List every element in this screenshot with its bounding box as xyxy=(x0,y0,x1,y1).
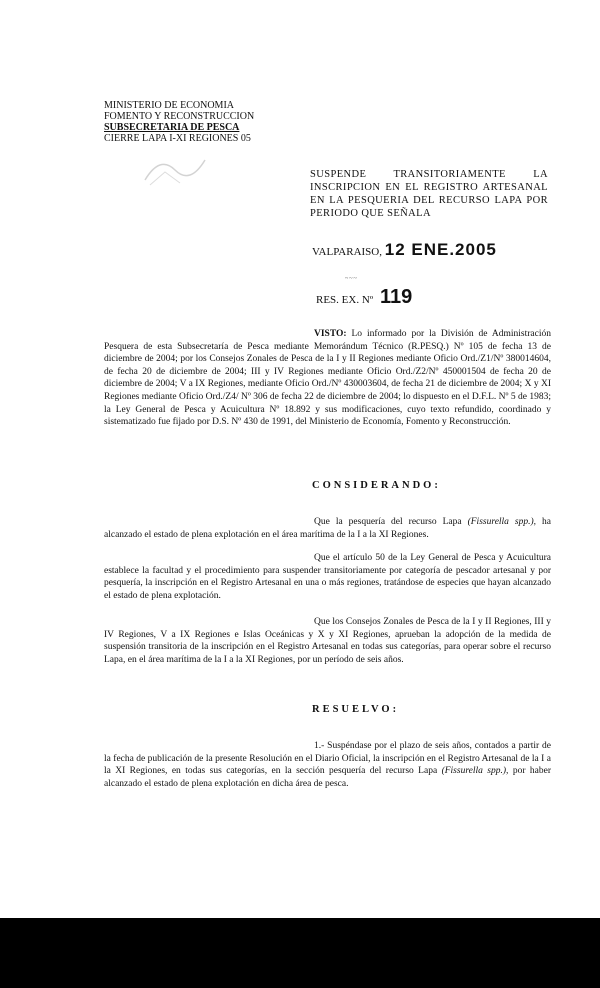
considerando-paragraph-3 xyxy=(104,616,551,666)
stamp-mark xyxy=(140,150,210,190)
subsecretaria-line: SUBSECRETARIA DE PESCA xyxy=(104,122,240,133)
considerando-p1-text-end: ha alcanzado el estado de plena explotación en el área marítima de la I a la XI Regiones. xyxy=(104,517,552,540)
considerando-p2-text: Que el artículo 50 de la Ley General de Pesca y Acuicultura establece la facultad y el procedimiento para suspender transitoriamente por categoría de pescador artesanal y por pesquería, la inscripción en el Registro Artesanal en una o más regiones, tratándose de especies que hayan alcanzado el estado de plena explotación. xyxy=(104,553,551,601)
considerando-paragraph-2 xyxy=(104,552,551,602)
species-name: (Fissurella spp.), xyxy=(441,766,509,777)
ministry-header xyxy=(104,100,274,144)
resuelvo-p1-text: 1.- Suspéndase por el plazo de seis años, contados a partir de la fecha de publicación de la presente Resolución en el Diario Oficial, la inscripción en el Registro Artesanal de la I a la XI Regiones, en todas sus categorías, en la sección pesquería del recurso Lapa xyxy=(104,741,551,777)
considerando-heading: CONSIDERANDO: xyxy=(312,480,441,491)
considerando-p1-text: Que la pesquería del recurso Lapa xyxy=(314,517,468,527)
visto-label: VISTO: xyxy=(314,329,347,339)
resuelvo-paragraph-1 xyxy=(104,740,551,790)
considerando-paragraph-1 xyxy=(104,516,551,541)
scribble-mark: ~~~ xyxy=(345,276,358,282)
ministry-line-1: MINISTERIO DE ECONOMIA xyxy=(104,100,234,111)
file-reference: CIERRE LAPA I-XI REGIONES 05 xyxy=(104,133,251,144)
resolution-number: 119 xyxy=(379,286,413,308)
scan-border xyxy=(0,918,600,988)
resuelvo-heading: RESUELVO: xyxy=(312,704,400,715)
place-date-line xyxy=(312,240,497,260)
visto-paragraph xyxy=(104,328,551,429)
city: VALPARAISO, xyxy=(312,246,382,258)
visto-text: Lo informado por la División de Administración Pesquera de esta Subsecretaría de Pesca mediante Memorándum Técnico (R.PESQ.) Nº 105 de fecha 13 de diciembre de 2004; por los Consejos Zonales de Pesca de la I y II Regiones mediante Oficio Ord./Z1/Nº 380014604, de fecha 20 de diciembre de 2004; III y IV Regiones mediante Oficio Ord./Z2/Nº 450001504 de fecha 20 de diciembre de 2004; V a IX Regiones, mediante Oficio Ord./Nº 430003604, de fecha 21 de diciembre de 2004; X y XI Regiones mediante Oficio Ord./Z4/ Nº 306 de fecha 22 de diciembre de 2004; lo dispuesto en el D.F.L. Nº 5 de 1983; la Ley General de Pesca y Acuicultura Nº 18.892 y sus modificaciones, cuyo texto refundido, coordinado y sistematizado fue fijado por D.S. Nº 430 de 1991, del Ministerio de Economía, Fomento y Reconstrucción. xyxy=(104,329,551,428)
resolution-label: RES. EX. Nº xyxy=(316,294,374,306)
species-name: (Fissurella spp.), xyxy=(467,517,537,527)
resuelvo-p1-text-end: por haber alcanzado el estado de plena explotación en dicha área de pesca. xyxy=(104,766,551,789)
resolution-subject: SUSPENDE TRANSITORIAMENTE LA INSCRIPCION EN EL REGISTRO ARTESANAL EN LA PESQUERIA DEL RECURSO LAPA POR PERIODO QUE SEÑALA xyxy=(310,169,548,219)
considerando-p3-text: Que los Consejos Zonales de Pesca de la I y II Regiones, III y IV Regiones, V a IX Regiones e Islas Oceánicas y X y XI Regiones, aprueban la adopción de la medida de suspensión transitoria de la inscripción en el Registro Artesanal en todas sus categorías, para operar sobre el recurso Lapa, en el área marítima de la I a la XI Regiones, por un período de seis años. xyxy=(104,617,551,665)
resolution-number-line xyxy=(316,286,412,309)
date-stamp: 12 ENE.2005 xyxy=(384,240,497,259)
ministry-line-2: FOMENTO Y RECONSTRUCCION xyxy=(104,111,255,122)
